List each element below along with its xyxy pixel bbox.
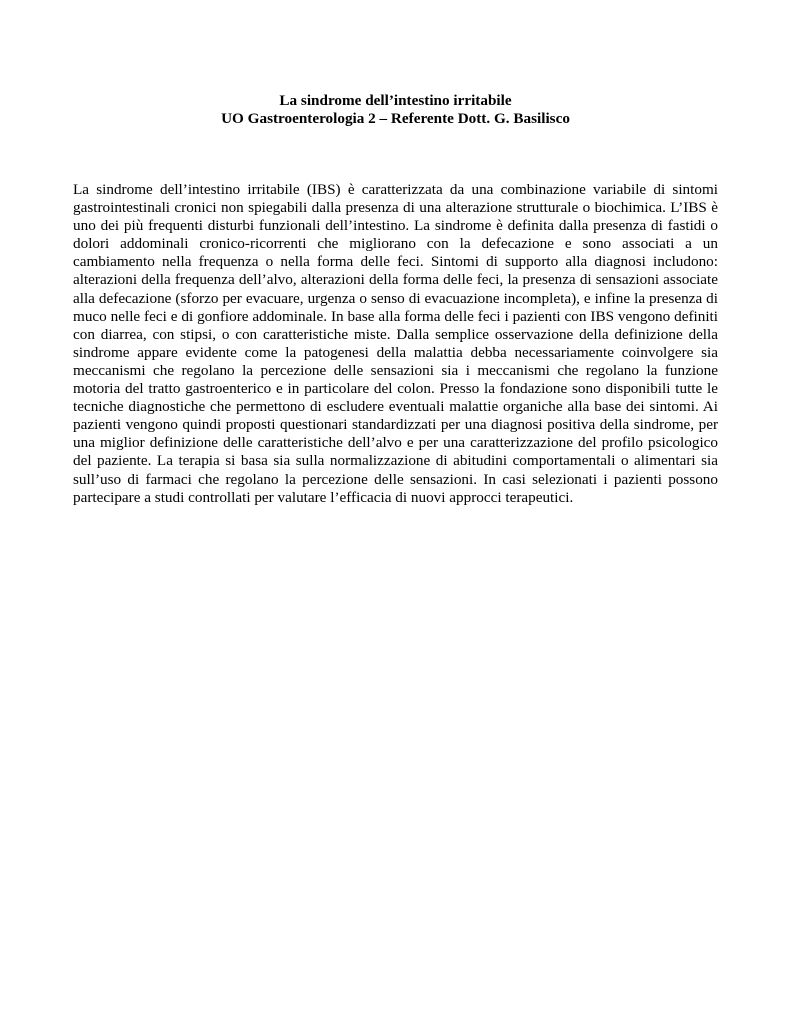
document-header: [0, 92, 791, 128]
document-body-paragraph: La sindrome dell’intestino irritabile (IBS) è caratterizzata da una combinazione variabile di sintomi gastrointestinali cronici non spiegabili dalla presenza di una alterazione strutturale o biochimica. L’IBS è uno dei più frequenti disturbi funzionali dell’intestino. La sindrome è definita dalla presenza di fastidi o dolori addominali cronico-ricorrenti che migliorano con la defecazione e sono associati a un cambiamento nella frequenza o nella forma delle feci. Sintomi di supporto alla diagnosi includono: alterazioni della frequenza dell’alvo, alterazioni della forma delle feci, la presenza di sensazioni associate alla defecazione (sforzo per evacuare, urgenza o senso di evacuazione incompleta), e infine la presenza di muco nelle feci e di gonfiore addominale. In base alla forma delle feci i pazienti con IBS vengono definiti con diarrea, con stipsi, o con caratteristiche miste. Dalla semplice osservazione della definizione della sindrome appare evidente come la patogenesi della malattia debba necessariamente coinvolgere sia meccanismi che regolano la percezione delle sensazioni sia i meccanismi che regolano la funzione motoria del tratto gastroenterico e in particolare del colon. Presso la fondazione sono disponibili tutte le tecniche diagnostiche che permettono di escludere eventuali malattie organiche alla base dei sintomi. Ai pazienti vengono quindi proposti questionari standardizzati per una diagnosi positiva della sindrome, per una miglior definizione delle caratteristiche dell’alvo e per una caratterizzazione del profilo psicologico del paziente. La terapia si basa sia sulla normalizzazione di abitudini comportamentali o alimentari sia sull’uso di farmaci che regolano la percezione delle sensazioni. In casi selezionati i pazienti possono partecipare a studi controllati per valutare l’efficacia di nuovi approcci terapeutici.: [73, 181, 718, 506]
document-title: La sindrome dell’intestino irritabile: [279, 92, 512, 109]
document-subtitle: UO Gastroenterologia 2 – Referente Dott. G. Basilisco: [221, 110, 570, 127]
